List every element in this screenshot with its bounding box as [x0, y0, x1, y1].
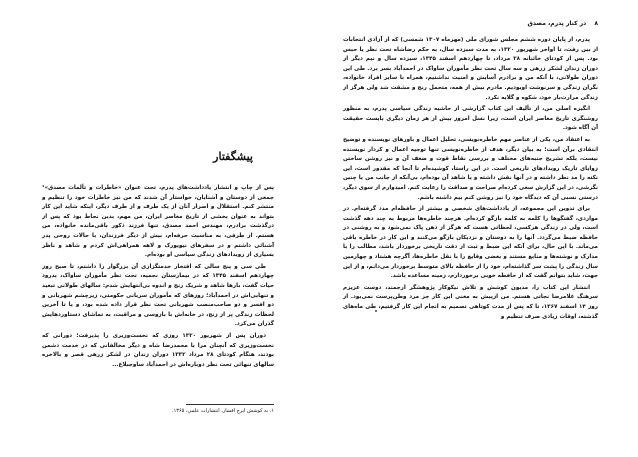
footnote: ۱. به کوشش ایرج افشار، انتشارات علمی، ۱۳۶۵.	[172, 408, 274, 414]
footnote-divider	[186, 404, 274, 405]
paragraph: انتشار این کتاب را، مدیون کوشش و تلاش نیکوکار پژوهشگر ارجمند، دوست عزیزم سرهنگ غلامرضا نجاتی هستم. من ازپیش به معنی این کار جز مرد وطن‌پرست نمی‌بود. از روز ۱۴ اسفند ۱۳۶۷، تا که پس از مدت کوتاهی تصمیم به انجام این کار گرفتیم، طی ماه‌های گذشته، اوقات زیادی صرف تنظیم و	[343, 284, 599, 320]
paragraph: پس از چاپ و انتشار یادداشت‌های پدرم، تحت عنوان «خاطرات و تألمات مصدق»¹ جمعی از دوستان و آشنایان، خواستار آن شدند که من نیز خاطرات خود را تنظیم و منتشر کنم. استقلال و اصرار آنان از یک طرف و از طرف دیگر، اینکه شاید این کار بتواند به عنوان بخشی از تاریخ معاصر ایران، من مهم، بدین نحاط بود که پس از درگذشت برادرم، مهندس احمد مصدق، تنها فرزند ذکور باقی‌مانده خانواده، من هستم. از طرفی، به مناسبت حرفه‌ام، بیش از دیگر فرزندان، با حالات روحی پدر آشنائی داشتم و در سفرهای نیویورک و لاهه همراهی‌اش کردم و شاهد و ناظر بسیاری از رویدادهای زندگی سیاسی او بوده‌ام.	[42, 185, 274, 259]
preface-text	[42, 184, 274, 370]
paragraph: انگیزه اصلی من، از تألیف این کتاب گزارشی از حاشیه زندگی سیاسی پدرم، به منظور روشنگری تاریخ معاصر ایران است، زیرا نسل امروز بیش از هر زمان دیگری بایست حقیقت آن آگاه شود.	[343, 106, 598, 132]
page-title: پیشگفتار	[213, 150, 253, 163]
paragraph: دوران پس از شهریور ۱۳۲۰ روزی که نخست‌وزیری را پذیرفت؛ دورانی که نخست‌وزیری که آنچنان مرا با محمدرضا شاه و دیگر مخالفانی که در خدمت دشمن بودند، هنگام کودتای ۲۸ مرداد ۱۳۳۲ دوران زندان در لشکر زرهی قصر و بالاخره سالهای تنهائی تحت نظر دوباره‌اش در احمدآباد ساوجبلاغ...	[42, 332, 274, 368]
paragraph: پدرم، از پایان دوره ششم مجلس شورای ملی (مهرماه ۱۳۰۷ شمسی) که از آزادی انتخابات از بین رفت، تا اواخر شهریور ۱۳۲۰، به مدت سیزده سال، به حکم رضاشاه تحت نظر یا حبس بود. پس از کودتای خائنانه ۲۸ مرداد، تا چهاردهم اسفند ۱۳۴۵، سیزده سال و نیم دیگر از دوران زندان لشکر زرهی و سه سال تحت نظر مأموران ساواک در احمدآباد بسر برد. طی این دوران طولانی، با آنکه من و برادرم آسایش و امنیت نداشتیم، همراه با سایر افراد خانواده، نگران زندگی و سرنوشت اوبودیم. مادرم بیش از همه، متحمل رنج و مشقت شد ولی هرگز از زندگی مرارت‌بار خود، شکوه و گلایه نکرد.	[343, 37, 598, 101]
paragraph: به اعتقاد من، یکی از عناصر مهم خاطره‌نویسی، تحلیل اعمال و باورهای نویسنده و توضیح انتقادی برآن است؛ به بیان دیگر، هدف از خاطره‌نویسی تنها توجیه اعمال و کردار نویسنده نیست، بلکه تشریح جنبه‌های مختلف و بررسی نقاط قوت و ضعف آن و نیز روشن ساختن زوایای تاریک رویدادهای تاریخی است. در این راستا، کوشیده‌ام تا آنجا که مقدور است، این نکته را مد نظر داشته و در آنها نقش داشته و یا شاهد آن بوده‌ام، بی‌آنکه از جانب من یا چنین نگرشی، در این گزارش سعی کرده‌ام صراحت و صداقت را رعایت کنم. امیدوارم از سوی دیگر، درستی نسبی آن که دیدگاه خود را نیز روشن کنم بیم داشته باشم.	[343, 136, 598, 201]
right-page	[319, 0, 638, 457]
running-header	[527, 20, 598, 27]
paragraph: برای تدوین این مجموعه، از یادداشت‌های شخصی و بیشتر از حافظه‌ام مدد گرفته‌ام. در مواردی، گفتگوها را کلمه به کلمه بازگو کرده‌ام. هرچند خاطره‌ها مربوط به چند دهه گذشت است، ولی در زندگی هرکسی، لحظاتی هست که هرگز از ذهن پاک نمی‌شود و به روشنی در حافظه ضبط می‌گردد. آنها را به دوستان و نزدیکان بازگو می‌کنند و این کار در خاطره باقی می‌ماند. با این حال، برای آنکه این ضبط و ثبت از دقت تاریخی برخوردار باشد، مطالب را با مدارک و نوشته‌ها و منابع مستند و بعضی وقایع را با نقل خاطره‌ها، آگرچه هشتاد و چهارمین سال زندگی را پشت سر گذاشته‌ام، خود را از حافظه بالای متوسط برخوردار می‌دانم، و از این جهت، شاید بتوانم گفت که از حافظه خوبی برخوردارم، زمینه مساعده باشد.	[343, 206, 598, 280]
body-text	[343, 36, 598, 322]
page-number: ۸	[594, 20, 598, 27]
paragraph: طی سی و پنج سالی که افتخار خدمتگزاری آن بزرگوار را داشتم، تا صبح روز چهاردهم اسفند ۱۳۴۵ که در بیمارستان نجمیه، تحت نظر مأموران ساواک، بدرود حیات گفت، بارها شاهد و شریک رنج و اندوه بی‌انتهایش شدم: سالهای طولانی تبعید و تنهایی‌اش در احمدآباد؛ روزهای که مأموران سربانی حکومتی، زیرچشم شهربانی و دو افسر و دو صاحب‌منصب شهربانی تحت نظر قرار داده شده بود، و یا تا آخرین لحظات زندگی پر از زنج، در خانه‌اش با بازوسی و مراقبت، به تماشای دستاوردهایش گذران می‌کرد.	[42, 263, 274, 328]
running-header-title: در کنار پدرم، مصدق	[527, 20, 587, 27]
scan-mark	[375, 310, 377, 312]
